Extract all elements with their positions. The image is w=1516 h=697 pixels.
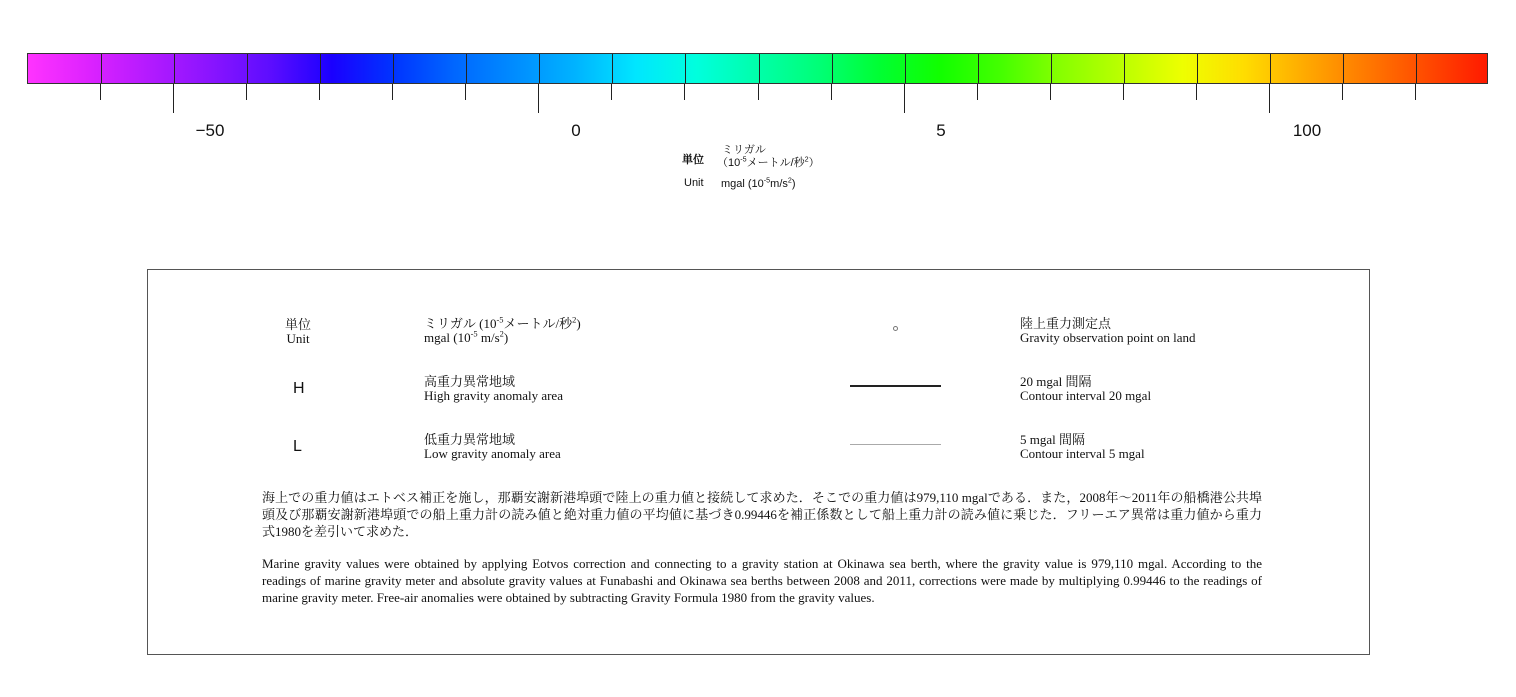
legend-contour-5-jp: 5 mgal 間隔 xyxy=(1020,432,1085,447)
tick-label-0: 0 xyxy=(571,121,581,140)
color-scale-cell-divider xyxy=(247,54,248,83)
color-scale-tick xyxy=(100,84,101,100)
legend-contour-20-jp: 20 mgal 間隔 xyxy=(1020,374,1092,389)
color-scale-cell-divider xyxy=(905,54,906,83)
color-scale-tick xyxy=(1342,84,1343,100)
color-scale-cell-divider xyxy=(978,54,979,83)
scale-unit-jp-value-line2: （$10^{-5}$メートル/秒$^2$） xyxy=(717,155,820,169)
note-japanese: 海上での重力値はエトベス補正を施し，那覇安謝新港埠頭で陸上の重力値と接続して求めた．そこでの重力値は979,110 mgalである．また，2008年～2011年の船橋港公共埠頭及び那覇安謝新港埠頭での船上重力計の読み値と絶対重力値の平均値に基づき0.99446を補正係数として船上重力計の読み値に乗じた．フリーエア異常は重力値から重力式1980を差引いて求めた． xyxy=(262,490,1262,539)
color-scale-tick xyxy=(977,84,978,100)
legend-observation-point-jp: 陸上重力測定点 xyxy=(1020,316,1112,331)
contour-20-line-symbol xyxy=(850,385,941,387)
color-scale-cell-divider xyxy=(174,54,175,83)
color-scale-tick xyxy=(319,84,320,100)
legend-unit-jp: 単位 xyxy=(284,317,311,332)
legend-unit-value xyxy=(424,314,581,345)
color-scale-tick xyxy=(1123,84,1124,100)
color-scale-tick xyxy=(1269,84,1270,113)
color-scale-cell-divider xyxy=(612,54,613,83)
color-scale-cell-divider xyxy=(393,54,394,83)
color-scale-tick xyxy=(1050,84,1051,100)
map-legend-box xyxy=(147,269,1370,655)
color-scale-tick xyxy=(611,84,612,100)
color-scale-cell-divider xyxy=(685,54,686,83)
color-scale-tick xyxy=(1196,84,1197,100)
legend-low-anomaly xyxy=(424,433,561,461)
legend-observation-point xyxy=(1020,317,1195,345)
color-scale-cell-divider xyxy=(1416,54,1417,83)
legend-observation-point-en: Gravity observation point on land xyxy=(1020,330,1196,345)
color-scale-cell-divider xyxy=(1051,54,1052,83)
scale-unit-en-value: mgal $(10^{-5}m/s^2)$ xyxy=(721,176,796,190)
legend-unit-value-en: mgal ($10^{-5}$ $m/s^2$) xyxy=(424,328,509,345)
legend-contour-20-en: Contour interval 20 mgal xyxy=(1020,388,1152,403)
tick-label-100: 100 xyxy=(1292,121,1322,140)
color-scale-cell-divider xyxy=(759,54,760,83)
color-scale-cell-divider xyxy=(320,54,321,83)
color-scale-tick xyxy=(758,84,759,100)
legend-high-anomaly-jp: 高重力異常地域 xyxy=(424,374,516,389)
color-scale-cell-divider xyxy=(1197,54,1198,83)
color-scale-tick xyxy=(173,84,174,113)
scale-unit-jp-label: 単位 xyxy=(682,154,704,166)
low-anomaly-symbol: L xyxy=(293,438,302,455)
color-scale-cell-divider xyxy=(1270,54,1271,83)
color-scale-tick xyxy=(1415,84,1416,100)
scale-unit-jp-value-line1: ミリガル xyxy=(722,144,766,156)
color-scale-tick xyxy=(246,84,247,100)
legend-unit-en: Unit xyxy=(286,331,310,346)
color-scale-tick xyxy=(684,84,685,100)
tick-label-minus-50: −50 xyxy=(195,121,225,140)
legend-high-anomaly-en: High gravity anomaly area xyxy=(424,388,563,403)
color-scale-tick xyxy=(465,84,466,100)
observation-point-symbol xyxy=(893,326,898,331)
tick-label-5: 5 xyxy=(936,121,946,140)
scale-unit-en-label: Unit xyxy=(684,177,704,189)
legend-unit-label xyxy=(266,318,330,346)
color-scale-tick xyxy=(904,84,905,113)
legend-unit-value-jp: ミリガル ($10^{-5}$メートル/秒$^2$) xyxy=(424,314,581,331)
color-scale-cell-divider xyxy=(539,54,540,83)
color-scale-tick xyxy=(392,84,393,100)
contour-5-line-symbol xyxy=(850,444,941,445)
legend-low-anomaly-jp: 低重力異常地域 xyxy=(424,432,516,447)
high-anomaly-symbol: H xyxy=(293,380,305,397)
gravity-color-scale xyxy=(27,53,1488,84)
color-scale-tick xyxy=(831,84,832,100)
legend-high-anomaly xyxy=(424,375,563,403)
color-scale-cell-divider xyxy=(101,54,102,83)
color-scale-cell-divider xyxy=(466,54,467,83)
legend-low-anomaly-en: Low gravity anomaly area xyxy=(424,446,561,461)
note-english: Marine gravity values were obtained by applying Eotvos correction and connecting to a gravity station at Okinawa sea berth, where the gravity value is 979,110 mgal. According to the readings of marine gravity meter and absolute gravity values at Funabashi and Okinawa sea berths between 2008 and 2011, corrections were made by multiplying 0.99446 to the readings of marine gravity meter. Free-air anomalies were obtained by subtracting Gravity Formula 1980 from the gravity values. xyxy=(262,556,1262,605)
legend-contour-20 xyxy=(1020,375,1151,403)
legend-contour-5 xyxy=(1020,433,1145,461)
color-scale-cell-divider xyxy=(1343,54,1344,83)
legend-contour-5-en: Contour interval 5 mgal xyxy=(1020,446,1145,461)
color-scale-cell-divider xyxy=(832,54,833,83)
color-scale-tick xyxy=(538,84,539,113)
color-scale-cell-divider xyxy=(1124,54,1125,83)
